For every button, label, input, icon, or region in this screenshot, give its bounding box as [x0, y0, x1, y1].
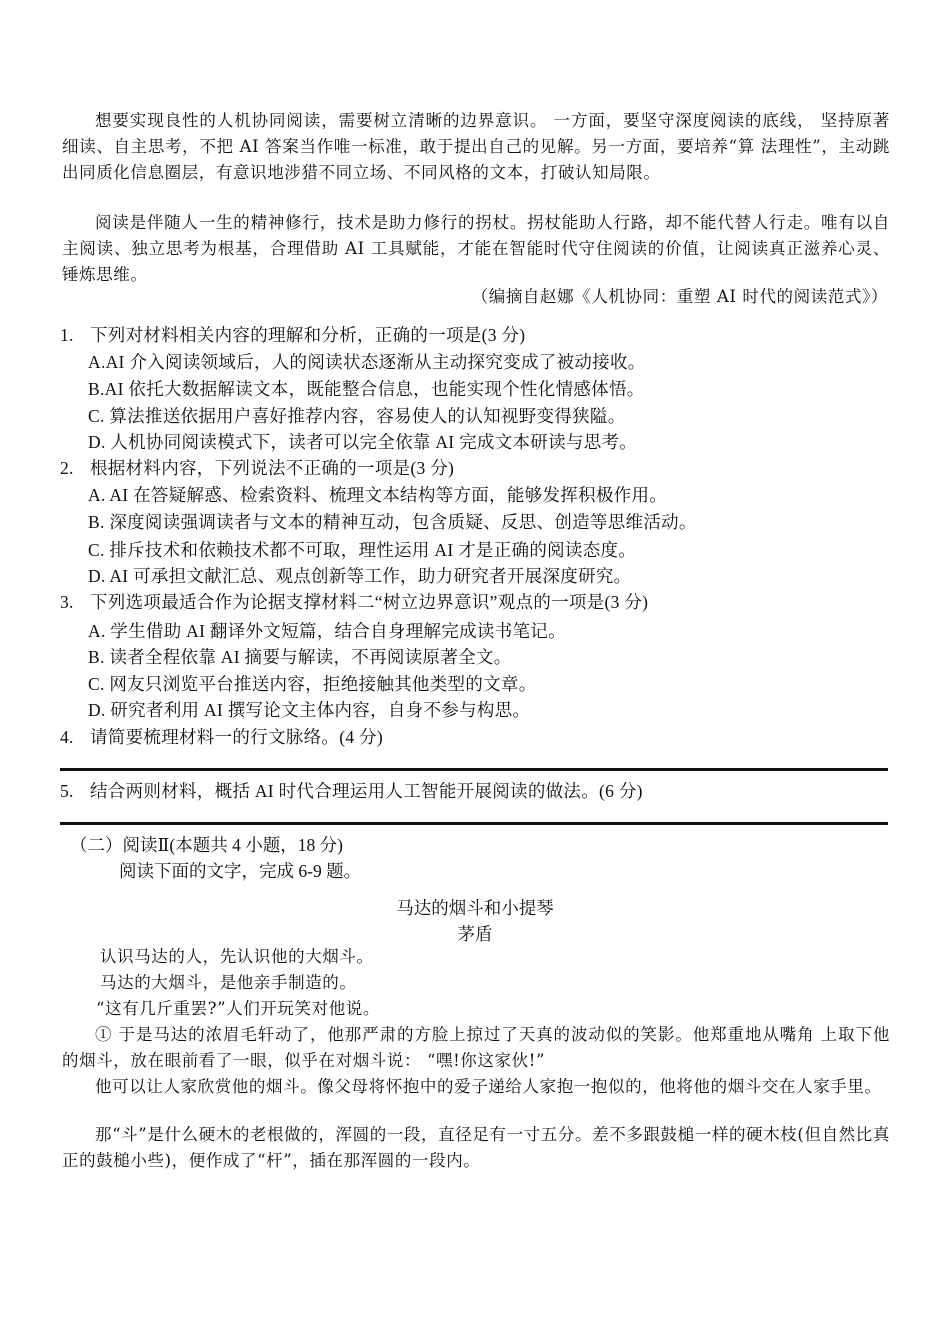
question-number: 2. [60, 458, 74, 478]
answer-line [60, 822, 888, 825]
source-citation: （编摘自赵娜《人机协同：重塑 AI 时代的阅读范式》） [471, 287, 888, 306]
section-heading: （二）阅读Ⅱ(本题共 4 小题，18 分) [70, 835, 343, 855]
question-1 [60, 322, 525, 348]
option-2a: A. AI 在答疑解惑、检索资料、梳理文本结构等方面，能够发挥积极作用。 [88, 485, 668, 505]
question-2 [60, 455, 454, 481]
option-3c: C. 网友只浏览平台推送内容，拒绝接触其他类型的文章。 [88, 674, 537, 694]
option-1d: D. 人机协同阅读模式下，读者可以完全依靠 AI 完成文本研读与思考。 [88, 432, 638, 452]
question-3 [60, 589, 648, 615]
option-1b: B.AI 依托大数据解读文本，既能整合信息，也能实现个性化情感体悟。 [88, 379, 645, 399]
story-paragraph: 那“斗”是什么硬木的老根做的，浑圆的一段，直径足有一寸五分。差不多跟鼓槌一样的硬木枝(但自然比真正的鼓槌小些)，便作成了“杆”，插在那浑圆的一段内。 [62, 1125, 890, 1170]
option-1c: C. 算法推送依据用户喜好推荐内容，容易使人的认知视野变得狭隘。 [88, 406, 626, 426]
option-3a: A. 学生借助 AI 翻译外文短篇，结合自身理解完成读书笔记。 [88, 621, 566, 641]
question-number: 5. [60, 781, 74, 801]
option-3d: D. 研究者利用 AI 撰写论文主体内容，自身不参与构思。 [88, 700, 531, 720]
question-number: 1. [60, 325, 74, 345]
option-2b: B. 深度阅读强调读者与文本的精神互动，包含质疑、反思、创造等思维活动。 [88, 512, 697, 532]
question-number: 3. [60, 592, 74, 612]
story-line: 认识马达的人，先认识他的大烟斗。 [100, 947, 374, 966]
question-stem: 结合两则材料，概括 AI 时代合理运用人工智能开展阅读的做法。(6 分) [90, 781, 643, 801]
question-stem: 根据材料内容，下列说法不正确的一项是(3 分) [90, 458, 455, 478]
question-5 [60, 778, 643, 804]
section-instruction: 阅读下面的文字，完成 6-9 题。 [119, 861, 362, 881]
story-author: 茅盾 [457, 925, 493, 945]
question-stem: 下列选项最适合作为论据支撑材料二“树立边界意识”观点的一项是(3 分) [90, 592, 649, 612]
option-1a: A.AI 介入阅读领域后，人的阅读状态逐渐从主动探究变成了被动接收。 [88, 352, 646, 372]
question-stem: 请简要梳理材料一的行文脉络。(4 分) [90, 727, 383, 747]
question-stem: 下列对材料相关内容的理解和分析，正确的一项是(3 分) [90, 325, 526, 345]
question-number: 4. [60, 727, 74, 747]
story-title: 马达的烟斗和小提琴 [396, 899, 554, 919]
story-paragraph: 他可以让人家欣赏他的烟斗。像父母将怀抱中的爱子递给人家抱一抱似的，他将他的烟斗交在人家手里。 [95, 1077, 882, 1096]
story-line: 马达的大烟斗，是他亲手制造的。 [100, 973, 357, 992]
paragraph-boundary: 想要实现良性的人机协同阅读，需要树立清晰的边界意识。 一方面，要坚守深度阅读的底线， 坚持原著细读、自主思考，不把 AI 答案当作唯一标准，敢于提出自己的见解。另一方面，要培养“算 法理性”，主动跳出同质化信息圈层，有意识地涉猎不同立场、不同风格的文本，打破认知局限。 [62, 111, 890, 182]
paragraph-conclusion: 阅读是伴随人一生的精神修行，技术是助力修行的拐杖。拐杖能助人行路，却不能代替人行走。唯有以自主阅读、独立思考为根基，合理借助 AI 工具赋能，才能在智能时代守住阅读的价值，让阅读真正滋养心灵、锤炼思维。 [62, 213, 890, 284]
question-4 [60, 724, 383, 750]
option-2d: D. AI 可承担文献汇总、观点创新等工作，助力研究者开展深度研究。 [88, 566, 632, 586]
story-line: “这有几斤重罢?”人们开玩笑对他说。 [96, 999, 381, 1018]
answer-line [60, 768, 888, 771]
option-3b: B. 读者全程依靠 AI 摘要与解读，不再阅读原著全文。 [88, 647, 512, 667]
option-2c: C. 排斥技术和依赖技术都不可取，理性运用 AI 才是正确的阅读态度。 [88, 540, 637, 560]
story-paragraph: ① 于是马达的浓眉毛轩动了，他那严肃的方脸上掠过了天真的波动似的笑影。他郑重地从嘴角 上取下他的烟斗，放在眼前看了一眼，似乎在对烟斗说： “嘿!你这家伙!” [62, 1025, 890, 1070]
